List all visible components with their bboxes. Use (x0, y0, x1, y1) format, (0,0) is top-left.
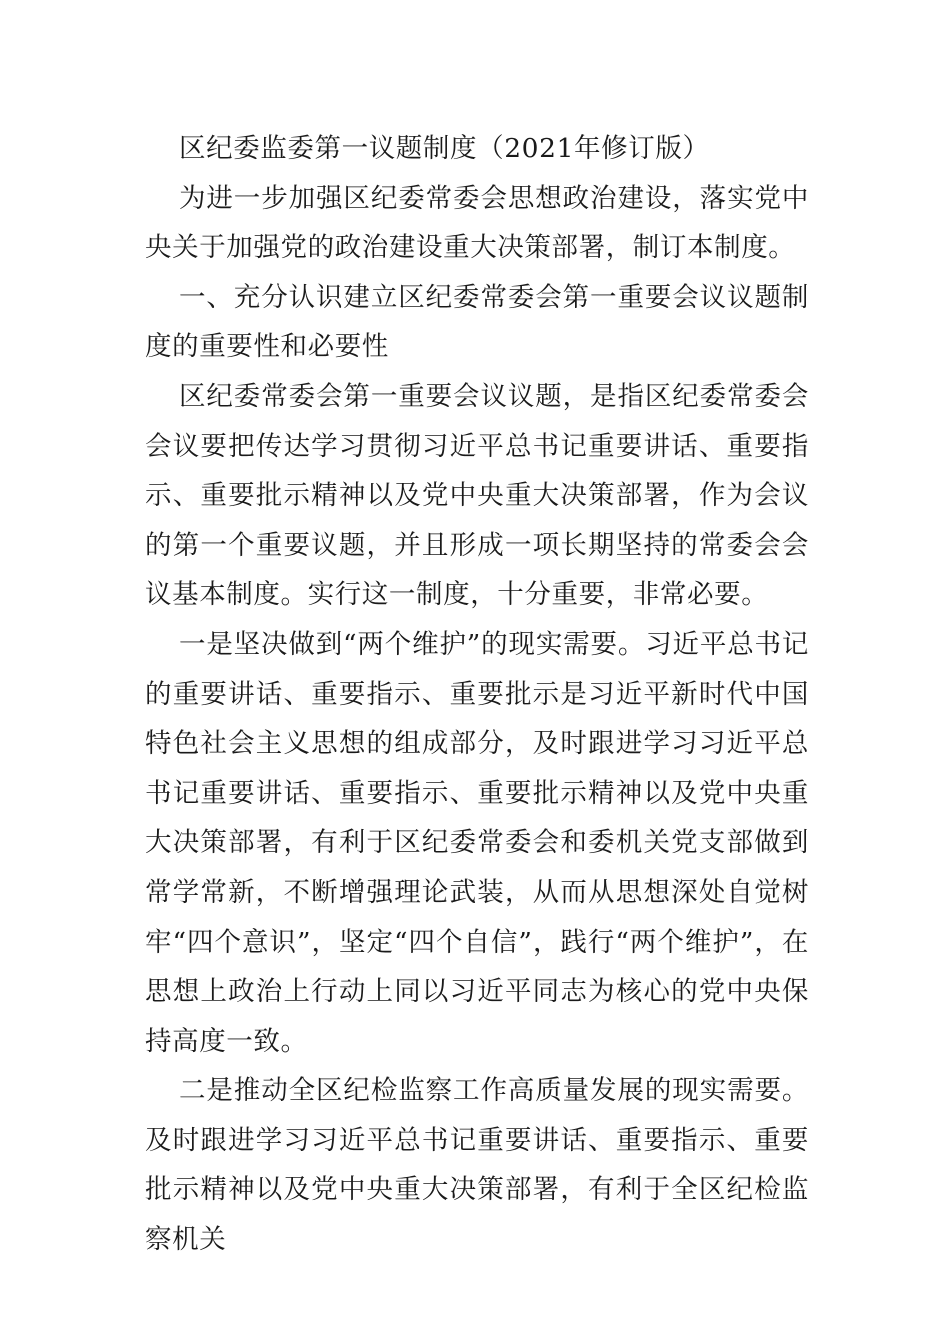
section-heading-1: 一、充分认识建立区纪委常委会第一重要会议议题制度的重要性和必要性 (145, 281, 809, 363)
paragraph-intro: 为进一步加强区纪委常委会思想政治建设，落实党中央关于加强党的政治建设重大决策部署，制订本制度。 (145, 182, 809, 264)
paragraph-definition: 区纪委常委会第一重要会议议题，是指区纪委常委会会议要把传达学习贯彻习近平总书记重要讲话、重要指示、重要批示精神以及党中央重大决策部署，作为会议的第一个重要议题，并且形成一项长期坚持的常委会会议基本制度。实行这一制度，十分重要，非常必要。 (145, 380, 809, 611)
document-body (145, 124, 809, 1265)
document-title: 区纪委监委第一议题制度（2021年修订版） (179, 133, 710, 164)
paragraph-point-1: 一是坚决做到“两个维护”的现实需要。习近平总书记的重要讲话、重要指示、重要批示是习近平新时代中国特色社会主义思想的组成部分，及时跟进学习习近平总书记重要讲话、重要指示、重要批示精神以及党中央重大决策部署，有利于区纪委常委会和委机关党支部做到常学常新，不断增强理论武装，从而从思想深处自觉树牢“四个意识”，坚定“四个自信”，践行“两个维护”，在思想上政治上行动上同以习近平同志为核心的党中央保持高度一致。 (145, 628, 809, 1057)
paragraph-point-2: 二是推动全区纪检监察工作高质量发展的现实需要。及时跟进学习习近平总书记重要讲话、重要指示、重要批示精神以及党中央重大决策部署，有利于全区纪检监察机关 (145, 1075, 809, 1256)
